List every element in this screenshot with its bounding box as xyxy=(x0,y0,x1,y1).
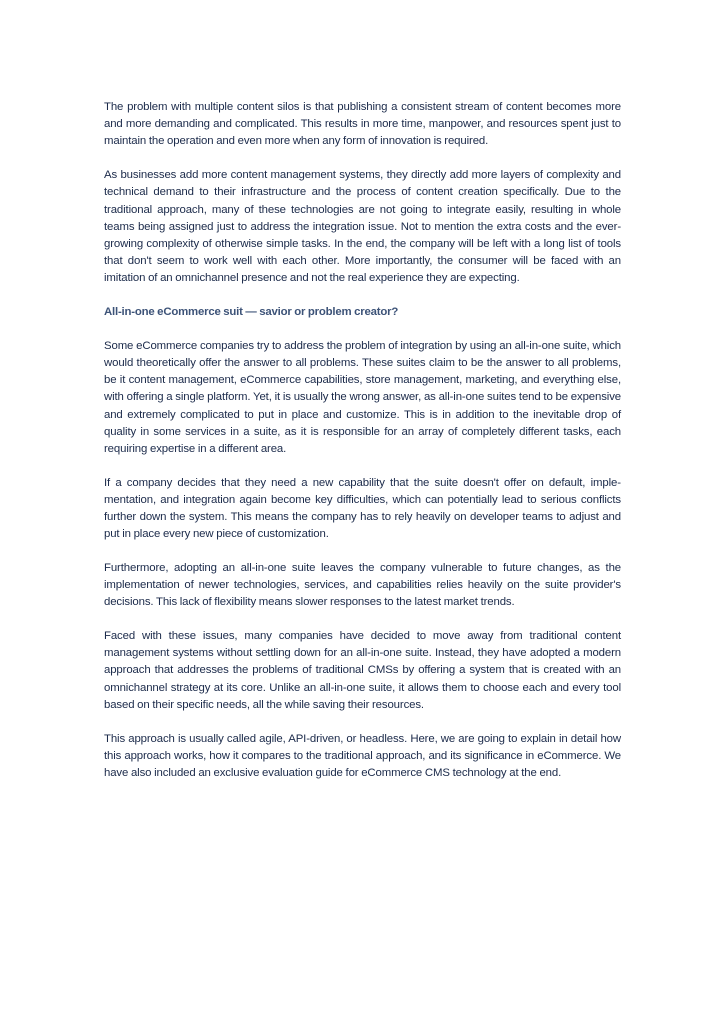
paragraph-modern-approach: Faced with these issues, many companies have decided to move away from traditional content management systems without settling down for an all-in-one suite. Instead, they have adopted a modern approach that addresses the problems of traditional CMSs by offering a system that is created with an omnichannel strategy at its core. Unlike an all-in-one suite, it allows them to choose each and every tool based on their specific needs, all the while saving their resources. xyxy=(104,630,621,711)
section-heading: All-in-one eCommerce suit — savior or problem creator? xyxy=(104,306,399,319)
paragraph-all-in-one-suite: Some eCommerce companies try to address the problem of integration by using an all-in-one suite, which would theoretically offer the answer to all problems. These suites claim to be the answer to all problems, be it content management, eCommerce capabilities, store management, marketing, and everything else, with offering a single platform. Yet, it is usually the wrong answer, as all-in-one suites tend to be expensive and extremely complicated to put in place and customize. This is in addition to the inevitable drop of quality in some services in a suite, as it is responsible for an array of completely different tasks, each requiring expertise in a different area. xyxy=(104,339,621,455)
paragraph-content-silos: The problem with multiple content silos is that publishing a consistent stream of content becomes more and more demanding and complicated. This results in more time, manpower, and resources spent just to maintain the operation and even more when any form of innovation is required. xyxy=(104,101,621,148)
paragraph-complexity: As businesses add more content management systems, they directly add more layers of complexity and technical demand to their infrastructure and the process of content creation specifically. Due to the traditional approach, many of these technologies are not going to integrate easily, resulting in whole teams being assigned just to address the integration issue. Not to mention the extra costs and the ever-growing complexity of otherwise simple tasks. In the end, the company will be left with a long list of tools that don't seem to work well with each other. More importantly, the consumer will be faced with an imitation of an omnichannel presence and not the real experience they are expecting. xyxy=(104,169,621,285)
paragraph-headless: This approach is usually called agile, API-driven, or headless. Here, we are going to explain in detail how this approach works, how it compares to the traditional approach, and its significance in eCommerce. We have also included an exclusive evaluation guide for eCommerce CMS technology at the end. xyxy=(104,732,621,779)
document-page xyxy=(104,99,621,799)
paragraph-new-capability: If a company decides that they need a new capability that the suite doesn't offer on default, implementation, and integration again become key difficulties, which can potentially lead to serious conflicts further down the system. This means the company has to rely heavily on developer teams to adjust and put in place every new piece of customization. xyxy=(104,476,621,541)
paragraph-future-changes: Furthermore, adopting an all-in-one suite leaves the company vulnerable to future changes, as the implementation of newer technologies, services, and capabilities relies heavily on the suite provider's decisions. This lack of flexibility means slower responses to the latest market trends. xyxy=(104,561,621,609)
